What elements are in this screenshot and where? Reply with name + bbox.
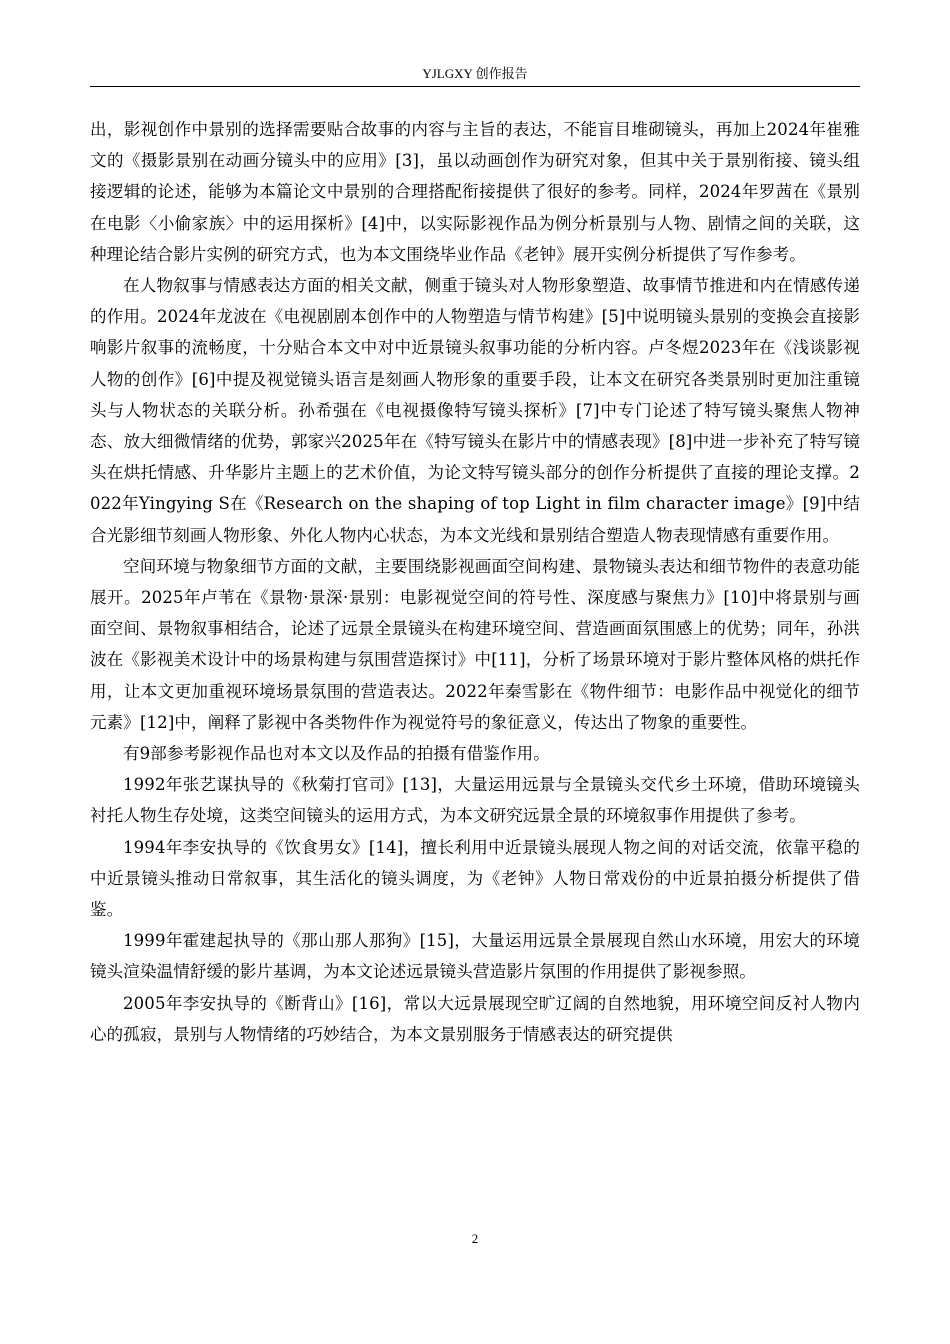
page-number: 2 xyxy=(471,1231,479,1246)
paragraph-2: 在人物叙事与情感表达方面的相关文献，侧重于镜头对人物形象塑造、故事情节推进和内在情感传递的作用。2024年龙波在《电视剧剧本创作中的人物塑造与情节构建》[5]中说明镜头景别的变换会直接影响影片叙事的流畅度，十分贴合本文中对中近景镜头叙事功能的分析内容。卢冬煜2023年在《浅谈影视人物的创作》[6]中提及视觉镜头语言是刻画人物形象的重要手段，让本文在研究各类景别时更加注重镜头与人物状态的关联分析。孙希强在《电视摄像特写镜头探析》[7]中专门论述了特写镜头聚焦人物神态、放大细微情绪的优势，郭家兴2025年在《特写镜头在影片中的情感表现》[8]中进一步补充了特写镜头在烘托情感、升华影片主题上的艺术价值，为论文特写镜头部分的创作分析提供了直接的理论支撑。2022年Yingying S在《Research on the shaping of top Light in film character image》[9]中结合光影细节刻画人物形象、外化人物内心状态，为本文光线和景别结合塑造人物表现情感有重要作用。 xyxy=(90,276,860,545)
paragraph-6: 1994年李安执导的《饮食男女》[14]，擅长利用中近景镜头展现人物之间的对话交流，依靠平稳的中近景镜头推动日常叙事，其生活化的镜头调度，为《老钟》人物日常戏份的中近景拍摄分析提供了借鉴。 xyxy=(90,837,860,920)
header-divider xyxy=(90,86,860,87)
paragraph-3: 空间环境与物象细节方面的文献，主要围绕影视画面空间构建、景物镜头表达和细节物件的表意功能展开。2025年卢苇在《景物·景深·景别：电影视觉空间的符号性、深度感与聚焦力》[10]中将景别与画面空间、景物叙事相结合，论述了远景全景镜头在构建环境空间、营造画面氛围感上的优势；同年，孙洪波在《影视美术设计中的场景构建与氛围营造探讨》中[11]，分析了场景环境对于影片整体风格的烘托作用，让本文更加重视环境场景氛围的营造表达。2022年秦雪影在《物件细节：电影作品中视觉化的细节元素》[12]中，阐释了影视中各类物件作为视觉符号的象征意义，传达出了物象的重要性。 xyxy=(90,556,860,732)
page-header: YJLGXY 创作报告 xyxy=(422,66,528,81)
paragraph-4: 有9部参考影视作品也对本文以及作品的拍摄有借鉴作用。 xyxy=(123,744,550,764)
body-text xyxy=(90,114,860,1050)
paragraph-5: 1992年张艺谋执导的《秋菊打官司》[13]，大量运用远景与全景镜头交代乡土环境，借助环境镜头衬托人物生存处境，这类空间镜头的运用方式，为本文研究远景全景的环境叙事作用提供了参考。 xyxy=(90,775,860,826)
paragraph-7: 1999年霍建起执导的《那山那人那狗》[15]，大量运用远景全景展现自然山水环境，用宏大的环境镜头渲染温情舒缓的影片基调，为本文论述远景镜头营造影片氛围的作用提供了影视参照。 xyxy=(90,931,860,982)
paragraph-8: 2005年李安执导的《断背山》[16]，常以大远景展现空旷辽阔的自然地貌，用环境空间反衬人物内心的孤寂，景别与人物情绪的巧妙结合，为本文景别服务于情感表达的研究提供 xyxy=(90,993,860,1044)
paragraph-1: 出，影视创作中景别的选择需要贴合故事的内容与主旨的表达，不能盲目堆砌镜头，再加上2024年崔雅文的《摄影景别在动画分镜头中的应用》[3]，虽以动画创作为研究对象，但其中关于景别衔接、镜头组接逻辑的论述，能够为本篇论文中景别的合理搭配衔接提供了很好的参考。同样，2024年罗茜在《景别在电影〈小偷家族〉中的运用探析》[4]中，以实际影视作品为例分析景别与人物、剧情之间的关联，这种理论结合影片实例的研究方式，也为本文围绕毕业作品《老钟》展开实例分析提供了写作参考。 xyxy=(90,120,860,264)
